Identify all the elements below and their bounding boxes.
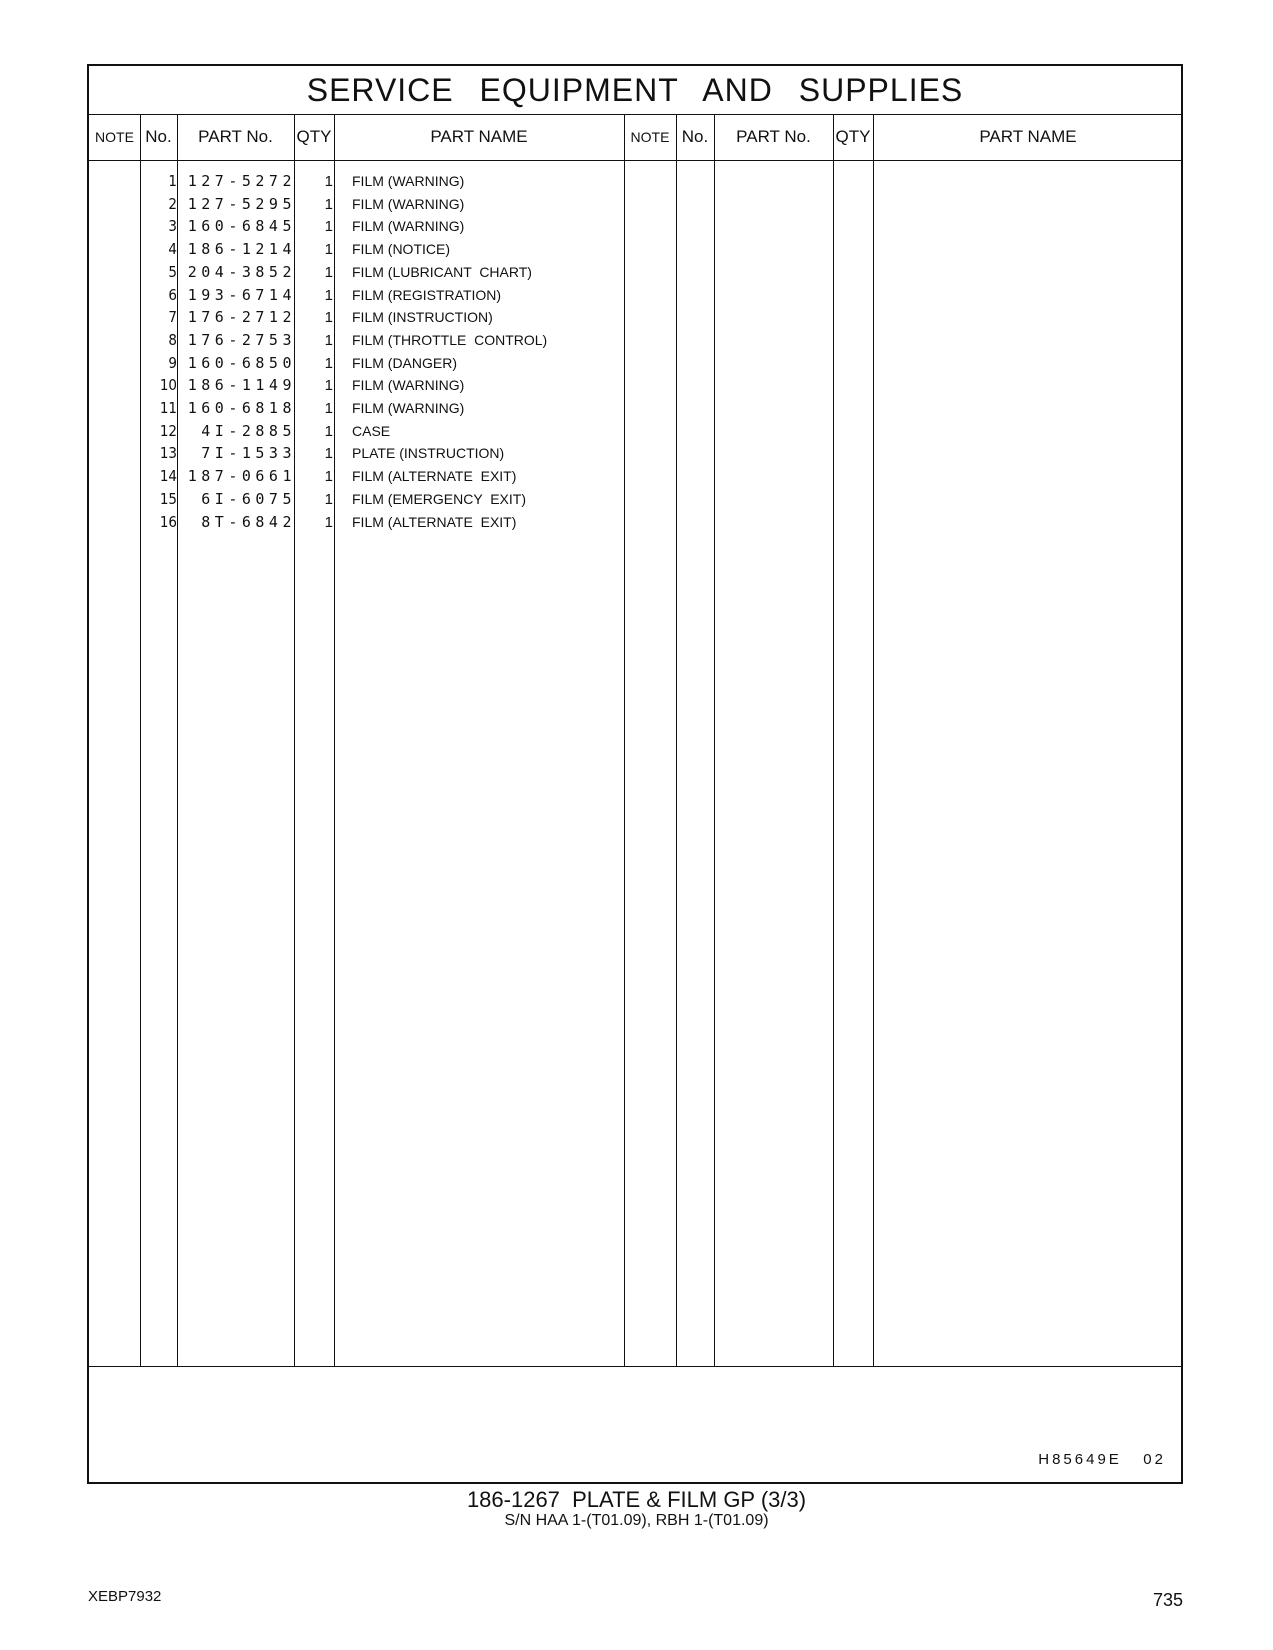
row-qty: 1 [324,195,333,213]
row-no: 6 [168,285,177,304]
column-divider [833,114,834,1366]
row-part-no: 186-1214 [187,240,296,259]
row-part-name: FILM (EMERGENCY EXIT) [352,490,526,507]
header-divider [89,160,1181,161]
row-part-name: FILM (WARNING) [352,195,465,212]
row-part-name: FILM (DANGER) [352,354,457,371]
row-part-no: 4I-2885 [201,421,296,440]
row-qty: 1 [324,331,333,349]
table-bottom-divider [89,1366,1181,1367]
row-qty: 1 [324,400,333,417]
row-qty: 1 [324,513,333,531]
column-divider [624,114,625,1366]
row-no: 13 [159,444,177,463]
row-part-no: 127-5295 [187,194,296,213]
row-no: 11 [159,399,177,417]
header-part-no-right: PART No. [736,127,811,146]
row-part-no: 204-3852 [187,262,296,281]
row-part-no: 127-5272 [187,172,296,190]
row-qty: 1 [324,263,333,281]
row-part-no: 7I-1533 [201,444,296,463]
row-no: 1 [168,172,177,190]
row-part-name: PLATE (INSTRUCTION) [352,445,505,462]
column-divider [140,114,141,1366]
row-no: 4 [168,240,177,259]
page-number: 735 [1152,1590,1183,1610]
row-part-no: 160-6845 [187,217,296,236]
row-qty: 1 [324,218,333,236]
row-part-name: FILM (REGISTRATION) [352,286,502,303]
row-part-name: FILM (ALTERNATE EXIT) [352,468,517,485]
row-no: 10 [159,376,177,395]
row-part-no: 160-6850 [187,353,296,372]
row-no: 9 [168,353,177,372]
header-note: NOTE [95,129,134,145]
row-part-no: 176-2753 [187,330,296,349]
row-no: 14 [159,467,177,486]
column-divider [873,114,874,1366]
page-title: SERVICE EQUIPMENT AND SUPPLIES [89,66,1181,115]
row-no: 7 [168,308,177,327]
row-part-name: FILM (INSTRUCTION) [352,309,493,326]
column-divider [334,114,335,1366]
header-qty: QTY [296,127,332,146]
row-no: 12 [159,421,177,440]
row-part-no: 8T-6842 [201,512,296,531]
row-part-name: FILM (LUBRICANT CHART) [352,263,532,280]
row-qty: 1 [324,173,333,190]
row-part-name: CASE [352,422,391,439]
header-no: No. [145,127,172,146]
row-part-name: FILM (WARNING) [352,218,465,235]
row-part-no: 160-6818 [187,399,296,417]
row-part-name: FILM (WARNING) [352,400,465,416]
row-no: 2 [168,194,177,213]
row-qty: 1 [324,445,333,463]
header-part-name: PART NAME [430,127,528,146]
row-qty: 1 [324,422,333,440]
header-no-right: No. [681,127,709,146]
row-part-name: FILM (WARNING) [352,173,465,189]
row-no: 3 [168,217,177,236]
row-qty: 1 [324,468,333,486]
row-qty: 1 [324,490,333,508]
parts-table-frame [87,64,1183,1484]
row-qty: 1 [324,377,333,395]
header-part-name-right: PART NAME [979,127,1077,146]
row-part-name: FILM (NOTICE) [352,241,450,258]
row-part-name: FILM (WARNING) [352,377,465,394]
serial-range: S/N HAA 1-(T01.09), RBH 1-(T01.09) [504,1512,769,1529]
row-qty: 1 [324,241,333,259]
group-caption: 186-1267 PLATE & FILM GP (3/3) [466,1487,807,1512]
row-part-no: 187-0661 [187,467,296,486]
row-no: 15 [159,489,177,508]
header-part-no: PART No. [198,127,273,146]
row-part-no: 186-1149 [187,376,296,395]
row-part-no: 193-6714 [187,285,296,304]
row-part-name: FILM (ALTERNATE EXIT) [352,513,517,530]
row-qty: 1 [324,309,333,327]
row-part-name: FILM (THROTTLE CONTROL) [352,331,548,348]
drawing-code: H85649E 02 [1038,1451,1166,1468]
row-no: 8 [168,330,177,349]
header-note-right: NOTE [630,129,670,145]
column-divider [676,114,677,1366]
header-qty-right: QTY [835,127,871,146]
row-no: 16 [159,512,177,531]
row-qty: 1 [324,286,333,304]
row-part-no: 176-2712 [187,308,296,327]
document-id: XEBP7932 [88,1588,162,1605]
row-no: 5 [168,262,177,281]
row-qty: 1 [324,354,333,372]
column-divider [177,114,178,1366]
column-divider [714,114,715,1366]
row-part-no: 6I-6075 [201,489,296,508]
